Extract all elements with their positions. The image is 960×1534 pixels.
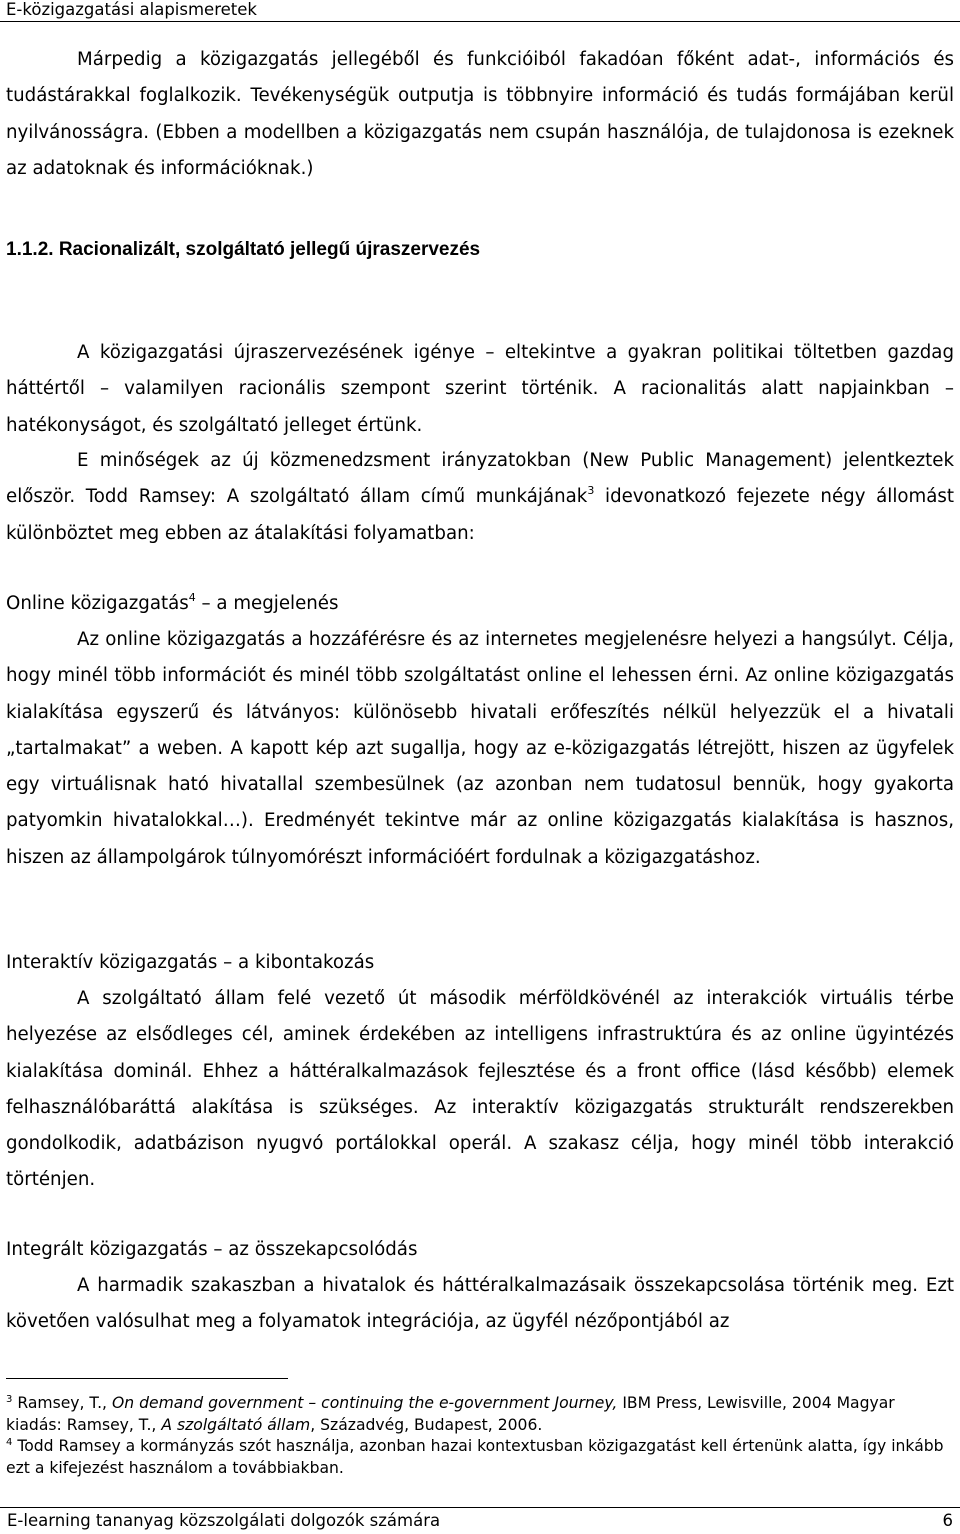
footnote-3 (6, 1393, 954, 1436)
footnote-ref-3[interactable]: 3 (587, 484, 595, 498)
section-p1-text: A közigazgatási újraszervezésének igénye – eltekintve a gyakran politikai töltetben gazdag háttértől – valamilyen racionális szempont szerint történik. A racionalitás alatt napjainkban – hatékonyságot, és szolgáltató jelleget értünk. (6, 342, 954, 436)
intro-text: Márpedig a közigazgatás jellegéből és funkcióiból fakadóan főként adat-, információs és tudástárakkal foglalkozik. Tevékenységük outputja is többnyire információ és tudás formájában kerül nyilvánosságra. (Ebben a modellben a közigazgatás nem csupán használója, de tulajdonosa is ezeknek az adatoknak és információknak.) (6, 49, 954, 179)
section-paragraph-2 (6, 443, 954, 552)
header-title: E-közigazgatási alapismeretek (6, 0, 257, 19)
stage-text-interactive (6, 981, 954, 1199)
footer-text: E-learning tananyag közszolgálati dolgozók számára (7, 1511, 441, 1530)
intro-paragraph (6, 42, 954, 187)
stage-title-online (6, 586, 954, 622)
footnote-text: Todd Ramsey a kormányzás szót használja, azonban hazai kontextusban közigazgatást kell értenünk alatta, így inkább ezt a kifejezést használom a továbbiakban. (6, 1437, 944, 1477)
stage-interactive-text: A szolgáltató állam felé vezető út második mérföldkövénél az interakciók virtuális térbe helyezése az elsődleges cél, aminek érdekében az intelligens infrastruktúra és az online ügyintézés kialakítása dominál. Ehhez a háttéralkalmazások fejlesztése és a front office (lásd később) elemek felhasználóbaráttá alakítása is szükséges. Az interaktív közigazgatás strukturált rendszerekben gondolkodik, adatbázison nyugvó portálokkal operál. A szakasz célja, hogy minél több interakció történjen. (6, 988, 954, 1191)
section-heading: 1.1.2. Racionalizált, szolgáltató jellegű újraszervezés (6, 239, 481, 260)
stage-title-interactive: Interaktív közigazgatás – a kibontakozás (6, 952, 375, 973)
stage-title-online-b: – a megjelenés (195, 593, 339, 614)
stage-title-online-a: Online közigazgatás (6, 593, 189, 614)
footnote-4 (6, 1436, 954, 1479)
page-number: 6 (942, 1511, 953, 1530)
stage-title-integrated: Integrált közigazgatás – az összekapcsolódás (6, 1239, 418, 1260)
page-header (0, 0, 960, 22)
stage-text-online (6, 622, 954, 876)
stage-online-text: Az online közigazgatás a hozzáférésre és az internetes megjelenésre helyezi a hangsúlyt. Célja, hogy minél több információt és minél több szolgáltatást online el lehessen érni. Az online közigazgatás kialakítása egyszerű és látványos: különösebb hivatali erőfeszítés nélkül helyezzük el a hivatali „tartalmakat” a weben. A kapott kép azt sugallja, hogy az e-közigazgatás létrejött, hiszen az ügyfelek egy virtuálisnak ható hivatallal szembesülnek (az azonban nem tudatosul bennük, hogy gyakorta patyomkin hivatalokkal…). Eredményét tekintve már az online közigazgatás kialakítása is hasznos, hiszen az állampolgárok túlnyomórészt információért fordulnak a közigazgatáshoz. (6, 629, 954, 868)
footnote-num: 4 (6, 1437, 13, 1448)
footnote-num: 3 (6, 1394, 13, 1405)
footnote-text: IBM Press, Lewisville, 2004 Magyar kiadás: Ramsey, T., (6, 1394, 895, 1434)
section-p2-text-b: idevonatkozó fejezete négy állomást különböztet meg ebben az átalakítási folyamatban: (6, 486, 954, 544)
footnote-italic-title: A szolgáltató állam (161, 1415, 311, 1434)
page-footer (0, 1507, 960, 1534)
section-p2-text-a: E minőségek az új közmenedzsment irányzatokban (New Public Management) jelentkeztek először. Todd Ramsey: A szolgáltató állam című munkájának (6, 450, 954, 508)
footnote-text: Ramsey, T., (12, 1394, 112, 1412)
stage-integrated-text: A harmadik szakaszban a hivatalok és háttéralkalmazásaik összekapcsolása történik meg. Ezt követően valósulhat meg a folyamatok integrációja, az ügyfél nézőpontjából az (6, 1275, 954, 1333)
footnote-separator (6, 1378, 288, 1379)
stage-text-integrated (6, 1268, 954, 1341)
footnote-ref-4[interactable]: 4 (188, 591, 196, 604)
footnote-italic-title: On demand government – continuing the e-government Journey, (111, 1394, 618, 1412)
footnote-text: , Századvég, Budapest, 2006. (310, 1415, 543, 1434)
section-paragraph-1 (6, 335, 954, 444)
